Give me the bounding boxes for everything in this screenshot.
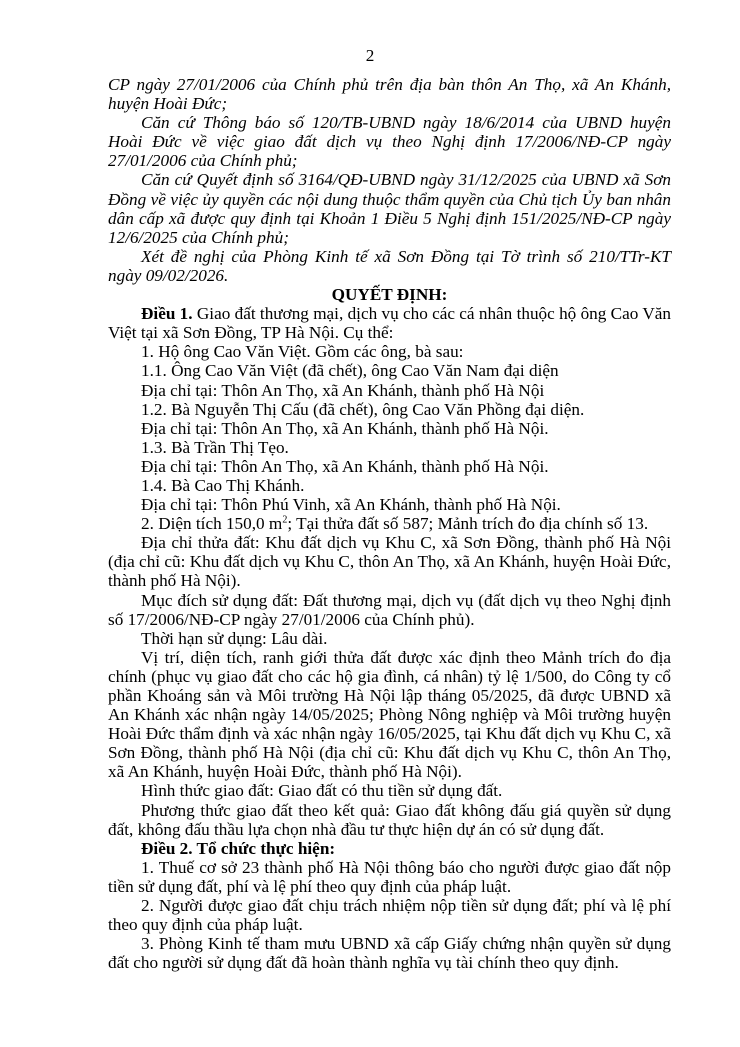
article-1-line: Địa chỉ tại: Thôn An Thọ, xã An Khánh, thành phố Hà Nội.	[141, 456, 549, 476]
area-text-rest: ; Tại thửa đất số 587; Mảnh trích đo địa chính số 13.	[287, 514, 649, 534]
area-text: 2. Diện tích 150,0 m	[141, 514, 283, 534]
article-1-line: 1.3. Bà Trần Thị Tẹo.	[141, 437, 289, 457]
article-1-line: Địa chỉ tại: Thôn An Thọ, xã An Khánh, thành phố Hà Nội.	[141, 418, 549, 438]
preamble-paragraph: CP ngày 27/01/2006 của Chính phủ trên địa bàn thôn An Thọ, xã An Khánh, huyện Hoài Đức;	[108, 75, 671, 114]
area-line	[108, 514, 671, 533]
article-1-line: Địa chỉ tại: Thôn Phú Vinh, xã An Khánh, thành phố Hà Nội.	[141, 495, 561, 515]
page-number: 2	[365, 46, 375, 65]
article-1-line: 1. Hộ ông Cao Văn Việt. Gồm các ông, bà sau:	[141, 342, 464, 362]
article-1-line: 1.1. Ông Cao Văn Việt (đã chết), ông Cao Văn Nam đại diện	[141, 361, 559, 381]
article-1-paragraph: Địa chỉ thửa đất: Khu đất dịch vụ Khu C, xã Sơn Đồng, thành phố Hà Nội (địa chỉ cũ: Khu đất dịch vụ Khu C, thôn An Thọ, xã An Khánh, huyện Hoài Đức, thành phố Hà Nội).	[108, 533, 671, 591]
article-1-intro-text: Giao đất thương mại, dịch vụ cho các cá nhân thuộc hộ ông Cao Văn Việt tại xã Sơn Đồng, TP Hà Nội. Cụ thể:	[108, 304, 671, 343]
article-1-paragraph: Vị trí, diện tích, ranh giới thửa đất được xác định theo Mảnh trích đo địa chính (phục vụ giao đất cho các hộ gia đình, cá nhân) tỷ lệ 1/500, do Công ty cổ phần Khoáng sản và Môi trường Hà Nội lập tháng 05/2025, đã được UBND xã An Khánh xác nhận ngày 14/05/2025; Phòng Nông nghiệp và Môi trường huyện Hoài Đức thẩm định và xác nhận ngày 16/05/2025, tại Khu đất dịch vụ Khu C, xã Sơn Đồng, thành phố Hà Nội (địa chỉ cũ: Khu đất dịch vụ Khu C, thôn An Thọ, xã An Khánh, huyện Hoài Đức, thành phố Hà Nội).	[108, 647, 671, 782]
article-2-item: 3. Phòng Kinh tế tham mưu UBND xã cấp Giấy chứng nhận quyền sử dụng đất cho người sử dụng đất đã hoàn thành nghĩa vụ tài chính theo quy định.	[108, 934, 671, 973]
article-1-paragraph: Hình thức giao đất: Giao đất có thu tiền sử dụng đất.	[141, 781, 503, 801]
decision-title: QUYẾT ĐỊNH:	[331, 285, 448, 305]
article-1-paragraph: Thời hạn sử dụng: Lâu dài.	[141, 628, 328, 648]
document-body	[108, 75, 671, 972]
article-1-paragraph: Mục đích sử dụng đất: Đất thương mại, dịch vụ (đất dịch vụ theo Nghị định số 17/2006/NĐ-CP ngày 27/01/2006 của Chính phủ).	[108, 590, 671, 629]
article-1-intro	[108, 304, 671, 342]
article-2-item: 2. Người được giao đất chịu trách nhiệm nộp tiền sử dụng đất; phí và lệ phí theo quy định của pháp luật.	[108, 896, 671, 935]
article-1-line: 1.4. Bà Cao Thị Khánh.	[141, 475, 305, 495]
article-1-label: Điều 1.	[141, 304, 193, 324]
preamble-paragraph: Xét đề nghị của Phòng Kinh tế xã Sơn Đồng tại Tờ trình số 210/TTr-KT ngày 09/02/2026.	[108, 246, 671, 285]
article-1-line: 1.2. Bà Nguyễn Thị Cấu (đã chết), ông Cao Văn Phồng đại diện.	[141, 399, 585, 419]
area-superscript: 2	[282, 514, 288, 526]
article-2-item: 1. Thuế cơ sở 23 thành phố Hà Nội thông báo cho người được giao đất nộp tiền sử dụng đất, phí và lệ phí theo quy định của pháp luật.	[108, 857, 671, 896]
article-1-paragraph: Phương thức giao đất theo kết quả: Giao đất không đấu giá quyền sử dụng đất, không đấu thầu lựa chọn nhà đầu tư thực hiện dự án có sử dụng đất.	[108, 800, 671, 839]
preamble-paragraph: Căn cứ Quyết định số 3164/QĐ-UBND ngày 31/12/2025 của UBND xã Sơn Đồng về việc ủy quyền các nội dung thuộc thẩm quyền của Chủ tịch Ủy ban nhân dân cấp xã được quy định tại Khoản 1 Điều 5 Nghị định 151/2025/NĐ-CP ngày 12/6/2025 của Chính phủ;	[108, 170, 671, 247]
article-2-heading: Điều 2. Tổ chức thực hiện:	[141, 838, 336, 858]
article-1-line: Địa chỉ tại: Thôn An Thọ, xã An Khánh, thành phố Hà Nội	[141, 380, 545, 400]
preamble-paragraph: Căn cứ Thông báo số 120/TB-UBND ngày 18/6/2014 của UBND huyện Hoài Đức về việc giao đất dịch vụ theo Nghị định 17/2006/NĐ-CP ngày 27/01/2006 của Chính phủ;	[108, 113, 671, 171]
